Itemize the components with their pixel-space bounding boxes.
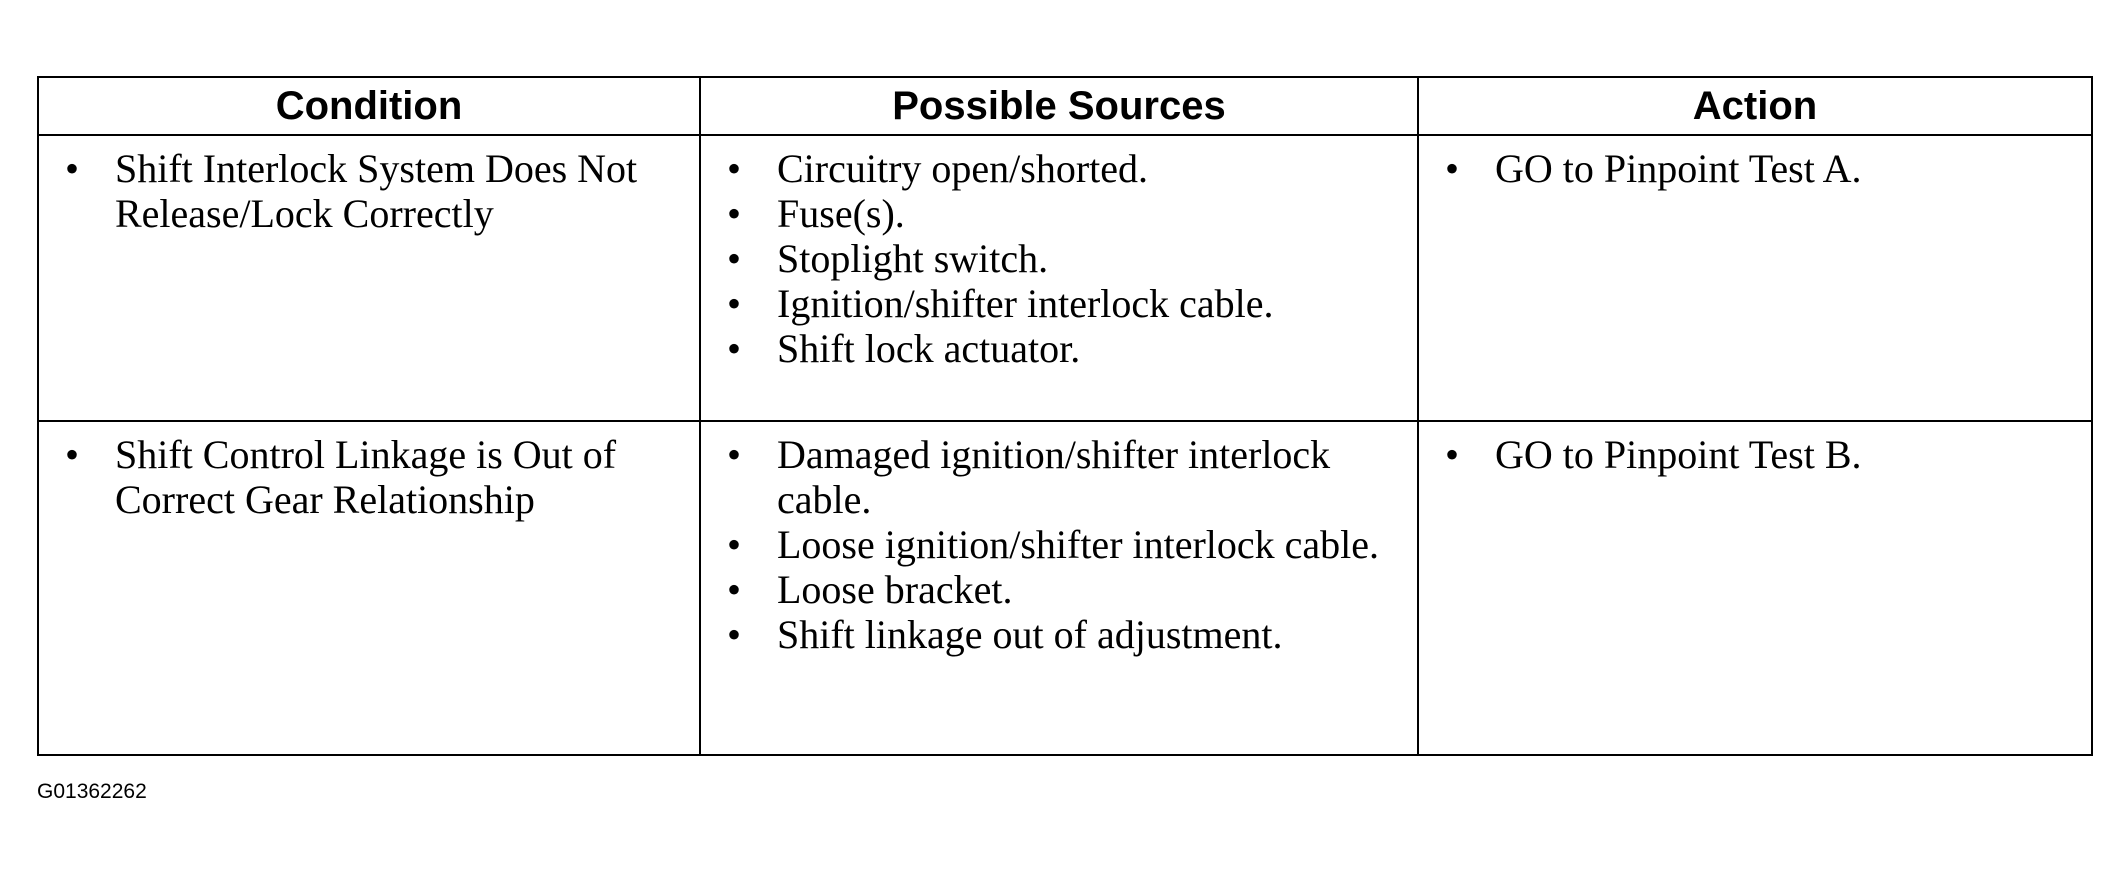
bullet-icon: • bbox=[64, 146, 79, 191]
table-row bbox=[38, 421, 2092, 755]
bullet-icon: • bbox=[726, 281, 741, 326]
list-item bbox=[39, 432, 699, 522]
list-item bbox=[701, 522, 1417, 567]
list-item bbox=[701, 612, 1417, 657]
list-item bbox=[1419, 432, 2091, 477]
list-item bbox=[1419, 146, 2091, 191]
condition-cell bbox=[38, 135, 700, 421]
source-text: Stoplight switch. bbox=[777, 236, 1049, 281]
source-text: Damaged ignition/shifter interlock cable. bbox=[777, 432, 1331, 522]
bullet-icon: • bbox=[726, 236, 741, 281]
source-text: Fuse(s). bbox=[777, 191, 905, 236]
figure-id: G01362262 bbox=[37, 780, 147, 803]
condition-text: Shift Control Linkage is Out of Correct Gear Relationship bbox=[115, 432, 617, 522]
source-text: Ignition/shifter interlock cable. bbox=[777, 281, 1274, 326]
bullet-icon: • bbox=[726, 522, 741, 567]
sources-cell bbox=[700, 421, 1418, 755]
action-text: GO to Pinpoint Test B. bbox=[1495, 432, 1862, 477]
list-item bbox=[701, 191, 1417, 236]
list-item bbox=[39, 146, 699, 236]
header-action: Action bbox=[1418, 77, 2092, 135]
source-text: Shift lock actuator. bbox=[777, 326, 1081, 371]
list-item bbox=[701, 236, 1417, 281]
bullet-icon: • bbox=[726, 612, 741, 657]
bullet-icon: • bbox=[726, 191, 741, 236]
header-possible-sources: Possible Sources bbox=[700, 77, 1418, 135]
table-header-row bbox=[38, 77, 2092, 135]
list-item bbox=[701, 326, 1417, 371]
table-row bbox=[38, 135, 2092, 421]
bullet-icon: • bbox=[726, 567, 741, 612]
source-text: Shift linkage out of adjustment. bbox=[777, 612, 1283, 657]
condition-cell bbox=[38, 421, 700, 755]
sources-cell bbox=[700, 135, 1418, 421]
header-condition: Condition bbox=[38, 77, 700, 135]
list-item bbox=[701, 432, 1417, 522]
action-cell bbox=[1418, 421, 2092, 755]
list-item bbox=[701, 146, 1417, 191]
bullet-icon: • bbox=[726, 146, 741, 191]
bullet-icon: • bbox=[1444, 146, 1459, 191]
list-item bbox=[701, 567, 1417, 612]
source-text: Loose bracket. bbox=[777, 567, 1013, 612]
condition-text: Shift Interlock System Does Not Release/Lock Correctly bbox=[115, 146, 638, 236]
bullet-icon: • bbox=[1444, 432, 1459, 477]
action-text: GO to Pinpoint Test A. bbox=[1495, 146, 1862, 191]
action-cell bbox=[1418, 135, 2092, 421]
bullet-icon: • bbox=[64, 432, 79, 477]
source-text: Circuitry open/shorted. bbox=[777, 146, 1149, 191]
source-text: Loose ignition/shifter interlock cable. bbox=[777, 522, 1380, 567]
bullet-icon: • bbox=[726, 432, 741, 477]
diagnosis-table bbox=[37, 76, 2093, 756]
list-item bbox=[701, 281, 1417, 326]
bullet-icon: • bbox=[726, 326, 741, 371]
